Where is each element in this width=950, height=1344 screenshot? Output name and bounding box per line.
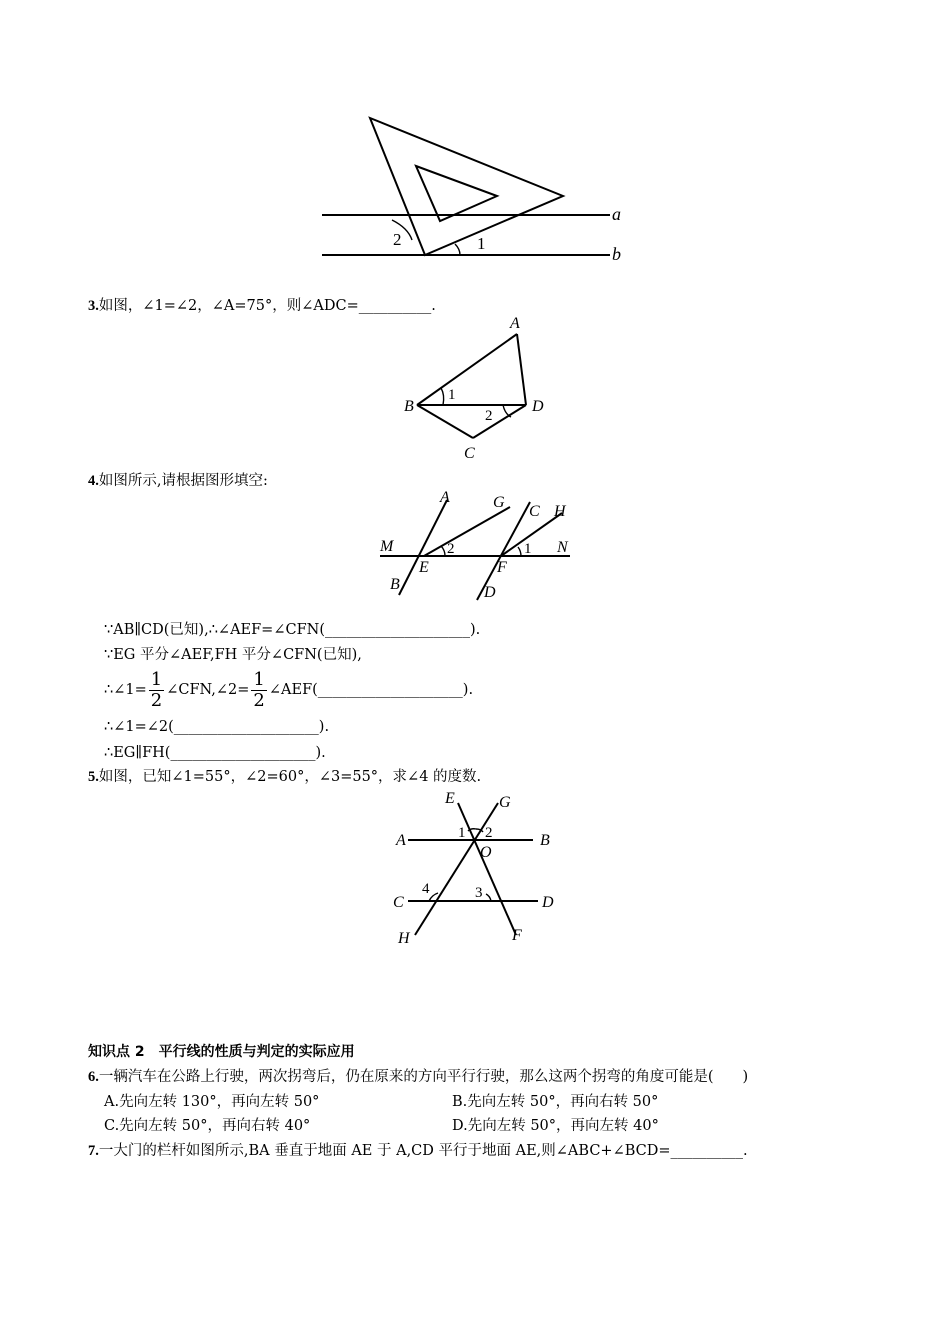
point-B: B <box>390 576 400 593</box>
point-H: H <box>554 503 566 520</box>
point-M: M <box>380 538 394 555</box>
point-A: A <box>510 315 520 332</box>
angle-1-label: 1 <box>524 541 532 557</box>
point-C: C <box>464 445 475 462</box>
angle-4-label: 4 <box>422 881 430 897</box>
question-7: 7.一大门的栏杆如图所示,BA 垂直于地面 AE 于 A,CD 平行于地面 AE,则∠ABC+∠BCD=__________. <box>88 1143 748 1159</box>
option-b: B.先向左转 50°，再向右转 50° <box>452 1094 659 1110</box>
question-3: 3.如图，∠1=∠2，∠A=75°，则∠ADC=__________. <box>88 298 436 314</box>
section-title: 知识点 2 平行线的性质与判定的实际应用 <box>88 1044 355 1060</box>
angle-2-label: 2 <box>485 825 493 841</box>
angle-2-label: 2 <box>447 541 455 557</box>
point-F: F <box>512 927 522 944</box>
point-E: E <box>419 559 429 576</box>
point-G: G <box>493 494 505 511</box>
label-a: a <box>612 204 621 224</box>
point-A: A <box>396 832 406 849</box>
point-E: E <box>445 790 455 807</box>
angle-1-label: 1 <box>448 387 456 403</box>
option-a: A.先向左转 130°，再向左转 50° <box>104 1094 320 1110</box>
figure-quadrilateral <box>395 310 565 470</box>
option-c: C.先向左转 50°，再向右转 40° <box>104 1118 311 1134</box>
angle-1-label: 1 <box>458 825 466 841</box>
figure-parallel-bisectors <box>372 485 582 605</box>
question-4: 4.如图所示,请根据图形填空: <box>88 473 268 489</box>
option-d: D.先向左转 50°，再向左转 40° <box>452 1118 659 1134</box>
proof-line-4: ∴∠1=∠2(____________________). <box>104 719 330 735</box>
point-D: D <box>542 894 554 911</box>
point-G: G <box>499 794 511 811</box>
proof-line-1: ∵AB∥CD(已知),∴∠AEF=∠CFN(____________________). <box>104 622 481 638</box>
point-A: A <box>440 489 450 506</box>
question-6: 6.一辆汽车在公路上行驶，两次拐弯后，仍在原来的方向平行行驶，那么这两个拐弯的角度可能是( ) <box>88 1069 749 1085</box>
proof-line-3: ∴∠1= $\frac{1}{2}$ ∠CFN,∠2= $\frac{1}{2}$ ∠AEF(____________________). <box>104 668 474 711</box>
point-O: O <box>480 844 492 861</box>
figure-two-parallels <box>388 785 568 950</box>
question-5: 5.如图，已知∠1=55°，∠2=60°，∠3=55°，求∠4 的度数. <box>88 769 482 785</box>
angle-3-label: 3 <box>475 885 483 901</box>
point-H: H <box>398 930 410 947</box>
angle-1-label: 1 <box>477 234 486 253</box>
point-D: D <box>484 584 496 601</box>
fraction-half: $\frac{1}{2}$ <box>150 668 163 711</box>
point-B: B <box>404 398 414 415</box>
point-C: C <box>529 503 540 520</box>
point-F: F <box>497 559 507 576</box>
inner-triangle <box>416 166 497 221</box>
label-b: b <box>612 244 621 264</box>
point-C: C <box>393 894 404 911</box>
proof-line-2: ∵EG 平分∠AEF,FH 平分∠CFN(已知), <box>104 647 362 663</box>
point-B: B <box>540 832 550 849</box>
figure-triangle-ruler <box>310 110 640 270</box>
proof-line-5: ∴EG∥FH(____________________). <box>104 745 326 761</box>
point-N: N <box>557 539 568 556</box>
fraction-half: $\frac{1}{2}$ <box>253 668 265 711</box>
point-D: D <box>532 398 544 415</box>
angle-2-label: 2 <box>393 230 402 249</box>
angle-2-label: 2 <box>485 408 493 424</box>
